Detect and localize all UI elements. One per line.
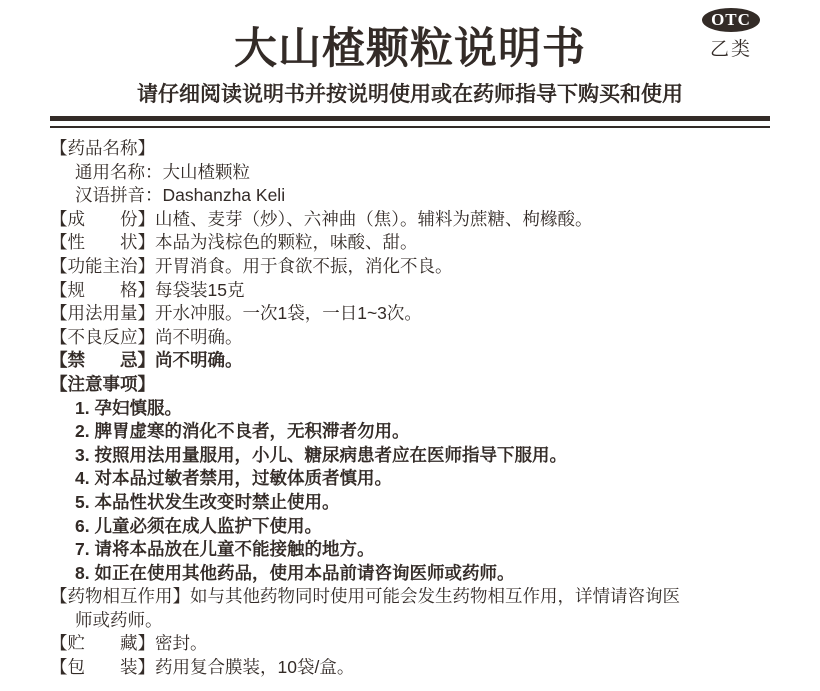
leaflet-line bbox=[50, 255, 790, 279]
line-text: 如与其他药物同时使用可能会发生药物相互作用，详情请咨询医 bbox=[190, 586, 680, 607]
line-text: 6. 儿童必须在成人监护下使用。 bbox=[75, 515, 322, 536]
divider-line-thin bbox=[50, 126, 770, 128]
section-label: 【禁 忌】 bbox=[50, 350, 155, 371]
divider bbox=[50, 116, 770, 128]
line-text: 汉语拼音：Dashanzha Keli bbox=[75, 185, 286, 206]
leaflet-line bbox=[50, 609, 790, 633]
otc-icon bbox=[702, 8, 760, 32]
line-text: 7. 请将本品放在儿童不能接触的地方。 bbox=[75, 539, 375, 560]
section-label: 【药品名称】 bbox=[50, 138, 155, 158]
line-text: 2. 脾胃虚寒的消化不良者，无积滞者勿用。 bbox=[75, 421, 410, 442]
line-text: 密封。 bbox=[155, 633, 208, 654]
leaflet-line bbox=[50, 326, 790, 350]
leaflet-line bbox=[50, 208, 790, 232]
leaflet-line bbox=[50, 349, 790, 373]
leaflet-line bbox=[50, 538, 790, 562]
leaflet-line bbox=[50, 467, 790, 491]
line-text: 1. 孕妇慎服。 bbox=[75, 397, 182, 418]
line-text: 药用复合膜装，10袋/盒。 bbox=[155, 657, 355, 678]
section-label: 【贮 藏】 bbox=[50, 633, 155, 654]
section-label: 【包 装】 bbox=[50, 657, 155, 678]
leaflet-line bbox=[50, 491, 790, 515]
line-text: 通用名称：大山楂颗粒 bbox=[75, 161, 250, 182]
line-text: 山楂、麦芽（炒）、六神曲（焦）。辅料为蔗糖、枸橼酸。 bbox=[155, 208, 593, 229]
section-label: 【不良反应】 bbox=[50, 326, 155, 347]
leaflet-line bbox=[50, 585, 790, 609]
leaflet-body bbox=[50, 137, 790, 680]
section-label: 【注意事项】 bbox=[50, 373, 155, 394]
section-label: 【成 份】 bbox=[50, 208, 155, 229]
leaflet-line bbox=[50, 137, 790, 161]
page-title: 大山楂颗粒说明书 bbox=[234, 26, 586, 73]
line-text: 尚不明确。 bbox=[155, 350, 243, 371]
leaflet-line bbox=[50, 161, 790, 185]
leaflet-line bbox=[50, 373, 790, 397]
line-text: 4. 对本品过敏者禁用，过敏体质者慎用。 bbox=[75, 468, 392, 489]
line-text: 8. 如正在使用其他药品，使用本品前请咨询医师或药师。 bbox=[75, 562, 515, 583]
line-text: 3. 按照用法用量服用，小儿、糖尿病患者应在医师指导下服用。 bbox=[75, 444, 567, 465]
line-text: 开胃消食。用于食欲不振，消化不良。 bbox=[155, 255, 453, 276]
line-text: 每袋装15克 bbox=[155, 279, 245, 300]
section-label: 【功能主治】 bbox=[50, 255, 155, 276]
section-label: 【用法用量】 bbox=[50, 303, 155, 324]
line-text: 师或药师。 bbox=[75, 609, 163, 630]
leaflet-line bbox=[50, 420, 790, 444]
otc-class-label: 乙类 bbox=[709, 39, 752, 60]
leaflet-line bbox=[50, 515, 790, 539]
leaflet-line bbox=[50, 632, 790, 656]
leaflet-line bbox=[50, 279, 790, 303]
otc-label: OTC bbox=[711, 10, 751, 29]
section-label: 【规 格】 bbox=[50, 279, 155, 300]
leaflet-line bbox=[50, 562, 790, 586]
leaflet-line bbox=[50, 444, 790, 468]
line-text: 开水冲服。一次1袋，一日1~3次。 bbox=[155, 303, 422, 324]
leaflet-line bbox=[50, 302, 790, 326]
line-text: 尚不明确。 bbox=[155, 326, 243, 347]
line-text: 5. 本品性状发生改变时禁止使用。 bbox=[75, 491, 340, 512]
leaflet-line bbox=[50, 231, 790, 255]
leaflet-line bbox=[50, 656, 790, 680]
page-subtitle: 请仔细阅读说明书并按说明使用或在药师指导下购买和使用 bbox=[137, 83, 683, 106]
line-text: 本品为浅棕色的颗粒，味酸、甜。 bbox=[155, 232, 418, 253]
section-label: 【性 状】 bbox=[50, 232, 155, 253]
otc-badge bbox=[696, 8, 766, 61]
leaflet-line bbox=[50, 184, 790, 208]
section-label: 【药物相互作用】 bbox=[50, 586, 190, 607]
divider-line-thick bbox=[50, 116, 770, 121]
leaflet-line bbox=[50, 397, 790, 421]
